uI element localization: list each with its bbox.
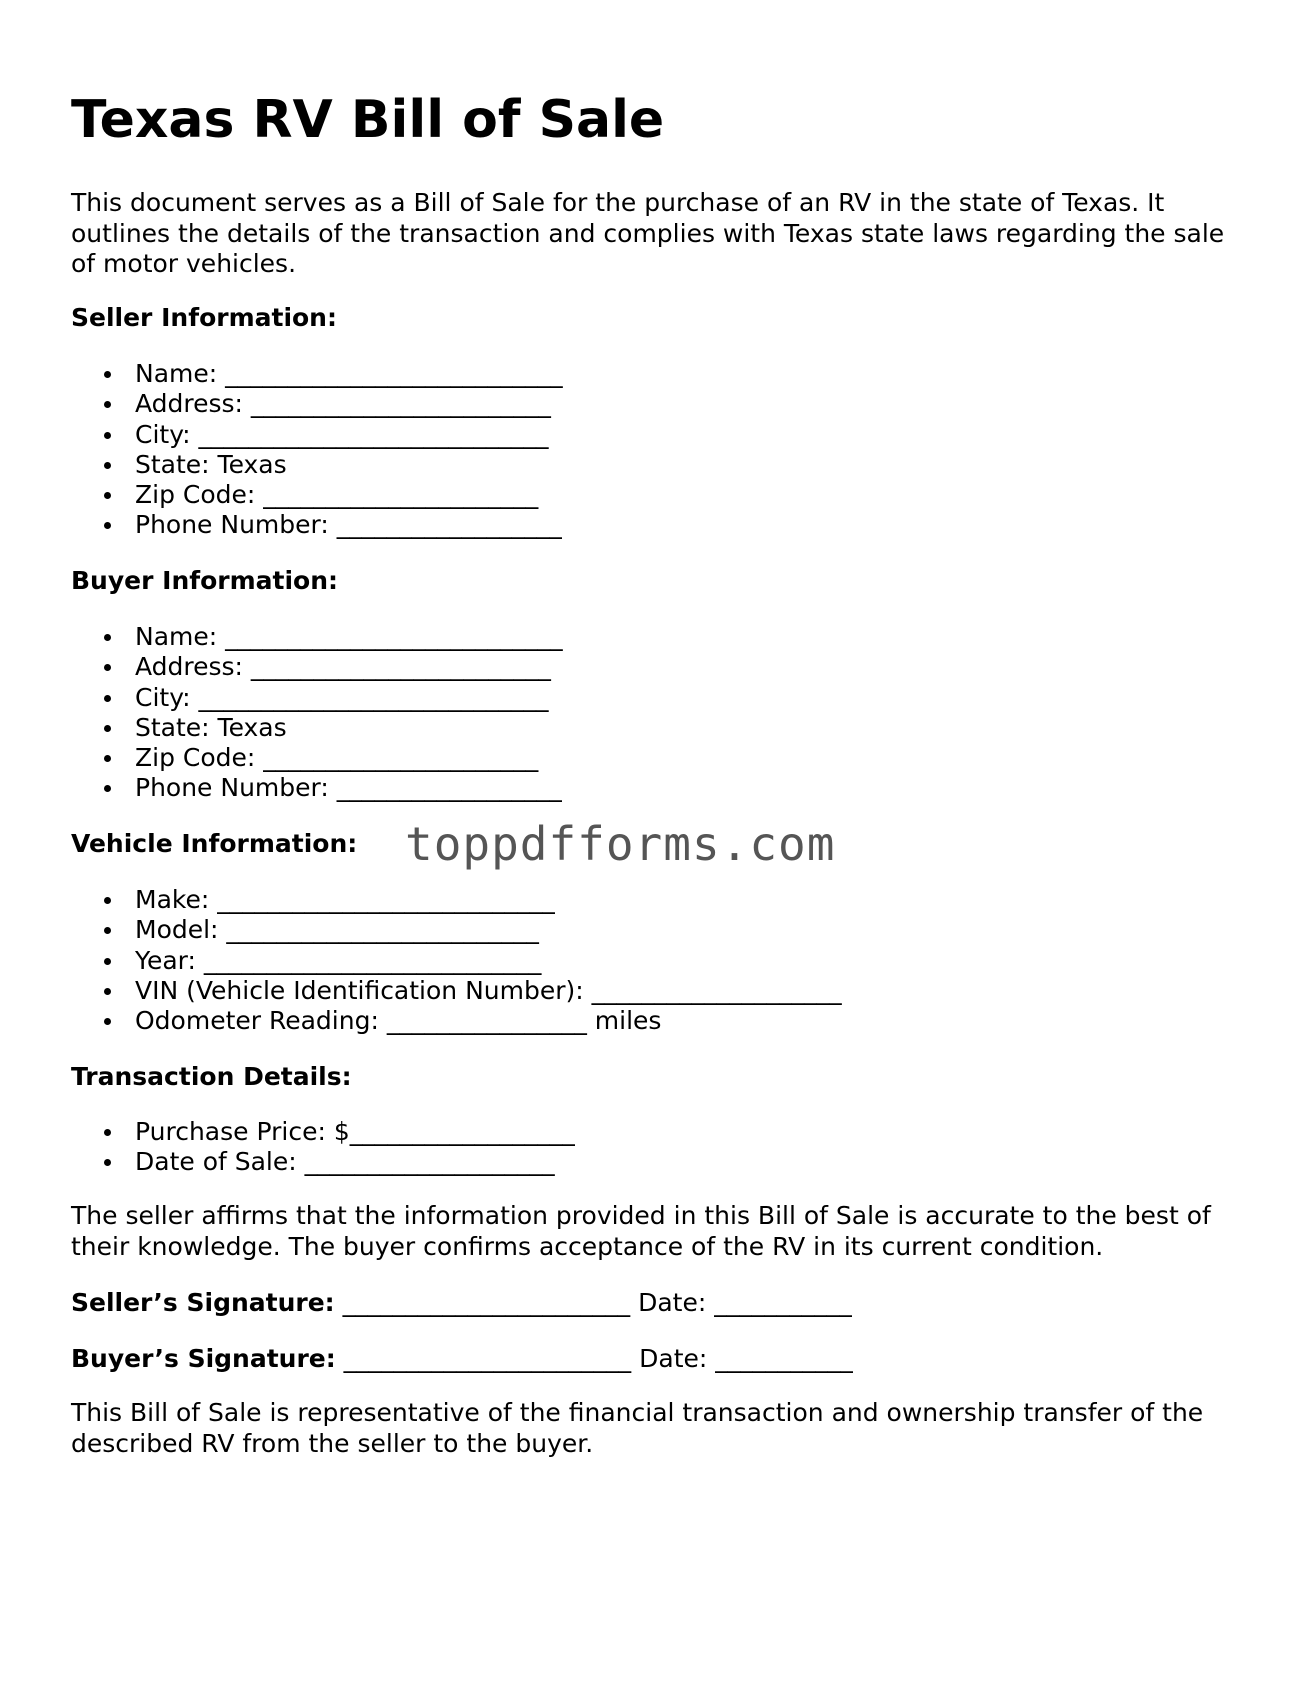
buyer-signature-label: Buyer’s Signature: xyxy=(71,1344,336,1373)
buyer-heading: Buyer Information: xyxy=(71,566,339,595)
vehicle-year-field: Year: ___________________________ xyxy=(135,946,842,976)
vehicle-vin-field: VIN (Vehicle Identification Number): ____________________ xyxy=(135,975,842,1005)
seller-signature-blank: _______________________ Date: ___________ xyxy=(334,1288,852,1317)
buyer-name-field: Name: ___________________________ xyxy=(135,622,563,651)
watermark-text: toppdfforms.com xyxy=(405,817,836,871)
document-title: Texas RV Bill of Sale xyxy=(71,90,665,150)
affirmation-paragraph: The seller affirms that the information provided in this Bill of Sale is accurate to the best of their knowledge. The buyer confirms acceptance of the RV in its current condition. xyxy=(71,1201,1211,1261)
date-of-sale-field: Date of Sale: ____________________ xyxy=(135,1147,575,1177)
transaction-heading: Transaction Details: xyxy=(71,1062,352,1091)
buyer-signature-line xyxy=(71,1344,853,1374)
seller-name-field: Name: ___________________________ xyxy=(135,359,563,388)
vehicle-model-field: Model: _________________________ xyxy=(135,915,842,945)
seller-phone-field: Phone Number: __________________ xyxy=(135,510,562,540)
purchase-price-field: Purchase Price: $__________________ xyxy=(135,1117,575,1146)
seller-list xyxy=(71,359,563,541)
seller-signature-line xyxy=(71,1288,852,1318)
buyer-list xyxy=(71,622,563,804)
transaction-list xyxy=(71,1117,575,1178)
buyer-city-field: City: ____________________________ xyxy=(135,683,563,713)
seller-zip-field: Zip Code: ______________________ xyxy=(135,480,563,510)
buyer-state-field: State: Texas xyxy=(135,713,563,743)
seller-signature-label: Seller’s Signature: xyxy=(71,1288,335,1317)
vehicle-odometer-field: Odometer Reading: ________________ miles xyxy=(135,1006,842,1036)
vehicle-heading: Vehicle Information: xyxy=(71,829,358,858)
buyer-zip-field: Zip Code: ______________________ xyxy=(135,743,563,773)
buyer-phone-field: Phone Number: __________________ xyxy=(135,773,562,803)
vehicle-make-field: Make: ___________________________ xyxy=(135,885,842,915)
seller-city-field: City: ____________________________ xyxy=(135,420,563,450)
vehicle-list xyxy=(71,885,842,1036)
buyer-address-field: Address: ________________________ xyxy=(135,652,563,682)
intro-paragraph: This document serves as a Bill of Sale for the purchase of an RV in the state of Texas. It outlines the details of the transaction and complies with Texas state laws regarding the sale of motor vehicles. xyxy=(71,188,1225,278)
seller-state-field: State: Texas xyxy=(135,450,563,480)
buyer-signature-blank: _______________________ Date: ___________ xyxy=(335,1344,853,1373)
seller-address-field: Address: ________________________ xyxy=(135,389,563,419)
seller-heading: Seller Information: xyxy=(71,303,337,332)
closing-paragraph: This Bill of Sale is representative of the financial transaction and ownership transfer of the described RV from the seller to the buyer. xyxy=(71,1398,1204,1458)
